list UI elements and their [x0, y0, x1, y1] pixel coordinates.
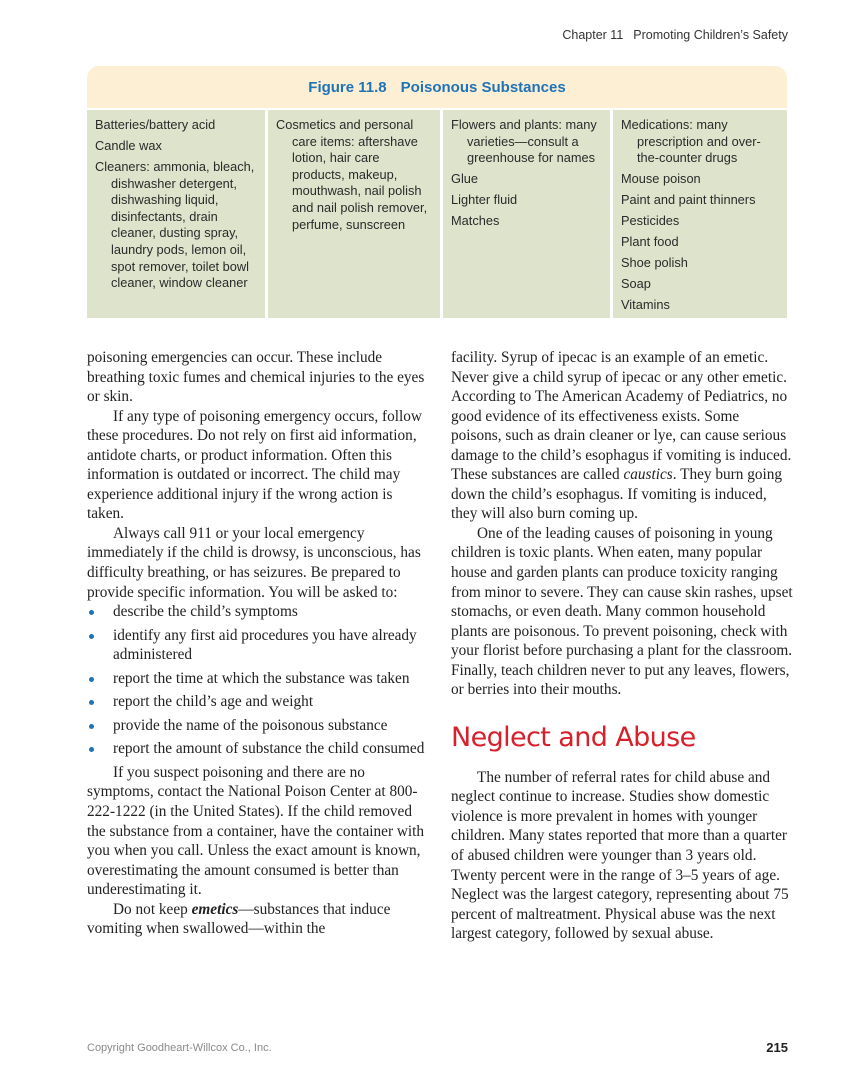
bullet-icon	[89, 634, 94, 639]
bullet-icon	[89, 700, 94, 705]
bullet-list	[87, 602, 429, 759]
paragraph: One of the leading causes of poisoning in young children is toxic plants. When eaten, many popular house and garden plants can produce toxicity ranging from minor to severe. They can cause skin rashes, upset stomachs, or even death. Many common household plants are poisonous. To prevent poisoning, check with your florist before purchasing a plant for the classroom. Finally, teach children never to put any leaves, flowers, or berries into their mouths.	[451, 524, 793, 699]
figure-item: Matches	[451, 213, 500, 229]
text-column-left	[87, 348, 429, 939]
paragraph: If you suspect poisoning and there are no symptoms, contact the National Poison Center at 800-222-1222 (in the United States). If the child removed the substance from a container, have the container with you when you call. Unless the exact amount is known, overestimating the amount consumed is better than underestimating it.	[87, 763, 425, 899]
text-run: Do not keep	[113, 900, 192, 918]
bullet-item	[87, 669, 429, 689]
paragraph	[87, 900, 429, 939]
chapter-title: Promoting Children’s Safety	[633, 28, 788, 42]
figure-item: Plant food	[621, 234, 679, 250]
paragraph: If any type of poisoning emergency occurs, follow these procedures. Do not rely on first aid information, antidote charts, or product information. Often this information is outdated or incorrect. The child may experience additional injury if the wrong action is taken.	[87, 407, 422, 523]
figure-poisonous-substances	[87, 66, 787, 318]
bullet-item	[87, 716, 429, 736]
figure-item: Soap	[621, 276, 651, 292]
figure-item: Cosmetics and personal care items: aftershave lotion, hair care products, makeup, mouthwash, nail polish and nail polish remover, perfume, sunscreen	[276, 117, 428, 232]
bullet-text: report the amount of substance the child consumed	[113, 740, 425, 758]
figure-item: Candle wax	[95, 137, 162, 153]
figure-item: Medications: many prescription and over-the-counter drugs	[621, 117, 761, 166]
page-number: 215	[766, 1040, 788, 1055]
term-caustics: caustics	[623, 466, 673, 484]
figure-table	[87, 110, 787, 318]
paragraph: poisoning emergencies can occur. These include breathing toxic fumes and chemical injuries to the eyes or skin.	[87, 349, 425, 406]
bullet-text: report the time at which the substance was taken	[113, 669, 410, 687]
copyright-notice: Copyright Goodheart-Willcox Co., Inc.	[87, 1042, 272, 1054]
chapter-label: Chapter 11	[562, 28, 624, 42]
bullet-icon	[89, 724, 94, 729]
figure-item: Paint and paint thinners	[621, 192, 756, 208]
bullet-item	[87, 739, 429, 759]
figure-column-3	[443, 110, 610, 318]
figure-item: Cleaners: ammonia, bleach, dishwasher detergent, dishwashing liquid, disinfectants, drain cleaner, dusting spray, laundry pods, lemon oil, spot remover, toilet bowl cleaner, window cleaner	[95, 158, 255, 291]
figure-item: Lighter fluid	[451, 192, 518, 208]
figure-item: Batteries/battery acid	[95, 117, 216, 132]
key-term-emetics: emetics	[191, 900, 239, 918]
bullet-item	[87, 692, 429, 712]
section-heading: Neglect and Abuse	[451, 721, 696, 753]
figure-header	[87, 66, 787, 108]
text-run: —substances that induce vomiting when swallowed—within the	[87, 900, 391, 938]
bullet-icon	[89, 747, 94, 752]
figure-item: Pesticides	[621, 213, 680, 229]
bullet-text: report the child’s age and weight	[113, 693, 314, 711]
text-run: . They burn going down the child’s esophagus. If vomiting is induced, they will also burn coming up.	[451, 466, 783, 523]
bullet-item	[87, 602, 429, 622]
figure-column-2	[268, 110, 440, 318]
text-column-right	[451, 348, 793, 944]
paragraph: The number of referral rates for child abuse and neglect continue to increase. Studies show domestic violence is more prevalent in homes with younger children. Many states reported that more than a quarter of abused children were younger than 3 years old. Twenty percent were in the range of 3–5 years of age. Neglect was the largest category, representing about 75 percent of maltreatment. Physical abuse was the next largest category, followed by sexual abuse.	[451, 768, 789, 943]
text-run: facility. Syrup of ipecac is an example of an emetic. Never give a child syrup of ipecac or any other emetic. According to The American Academy of Pediatrics, no good evidence of its effectiveness exists. Some poisons, such as drain cleaner or lye, can cause serious damage to the child’s esophagus if vomiting is induced. These substances are called	[451, 349, 792, 484]
paragraph	[451, 348, 793, 524]
bullet-item	[87, 626, 429, 665]
figure-item: Vitamins	[621, 297, 670, 313]
figure-column-1	[87, 110, 265, 318]
running-head	[562, 28, 788, 42]
bullet-icon	[89, 677, 94, 682]
figure-title: Poisonous Substances	[400, 78, 566, 96]
figure-item: Mouse poison	[621, 171, 701, 187]
figure-number: Figure 11.8	[308, 78, 387, 96]
figure-item: Shoe polish	[621, 255, 688, 271]
bullet-text: identify any first aid procedures you have already administered	[113, 626, 417, 664]
figure-item: Flowers and plants: many varieties—consult a greenhouse for names	[451, 117, 597, 166]
bullet-icon	[89, 610, 94, 615]
figure-column-4	[613, 110, 787, 318]
figure-item: Glue	[451, 171, 479, 187]
bullet-text: provide the name of the poisonous substance	[113, 716, 388, 734]
paragraph: Always call 911 or your local emergency immediately if the child is drowsy, is unconscious, has difficulty breathing, or has seizures. Be prepared to provide specific information. You will be asked to:	[87, 524, 421, 601]
bullet-text: describe the child’s symptoms	[113, 603, 298, 621]
